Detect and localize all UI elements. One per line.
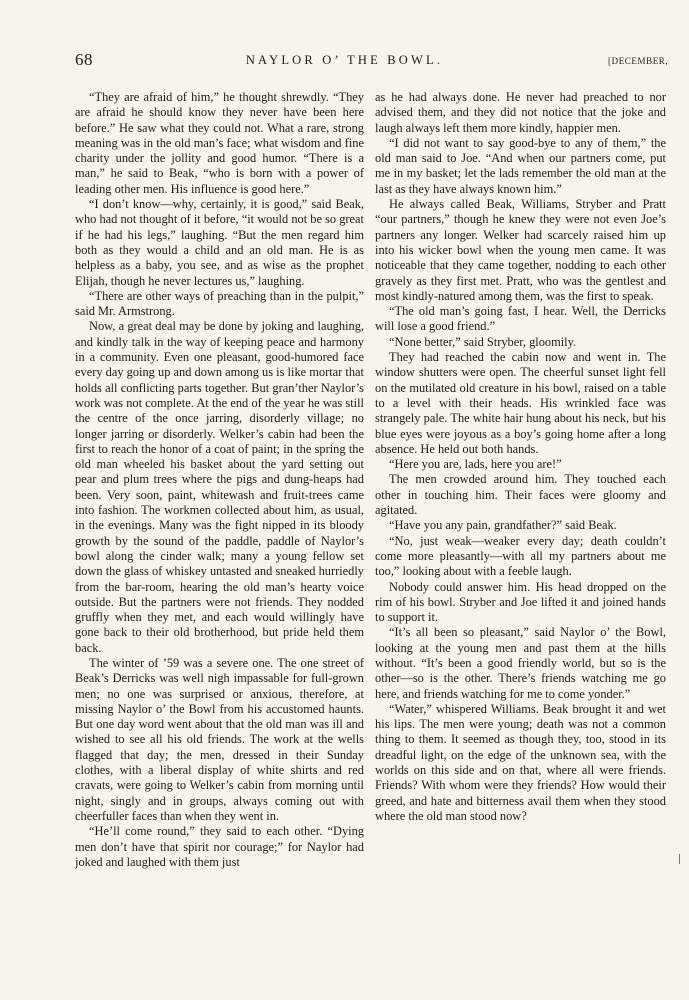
paragraph: “None better,” said Stryber, gloomily. <box>389 334 577 349</box>
paragraph: He always called Beak, Williams, Stryber and Pratt “our partners,” though he knew they were not even Joe’s partners any longer. Welker had scarcely raised him up into his wicker bowl when the young men came. It was noticeable that they came together, nodding to each other gravely as they first met. Pratt, who was the gentlest and most kindly-natured among them, was the first to speak. <box>375 197 666 303</box>
issue-month: [DECEMBER, <box>608 56 669 66</box>
right-column <box>375 90 666 824</box>
paragraph: “He’ll come round,” they said to each other. “Dying men don’t have that spirit nor courage;” for Naylor had joked and laughed with them just <box>75 824 364 869</box>
paragraph: “The old man’s going fast, I hear. Well, the Derricks will lose a good friend.” <box>375 304 666 334</box>
paragraph: “Have you any pain, grandfather?” said Beak. <box>389 518 617 533</box>
paragraph: “They are afraid of him,” he thought shrewdly. “They are afraid he should know they never have been here before.” He saw what they could not. What a rare, strong meaning was in the old man’s face; what wisdom and fine charity under the jollity and good humor. “There is a man,” he said to Beak, “who is born with a power of leading other men. His influence is good here.” <box>75 90 364 196</box>
running-title: NAYLOR O’ THE BOWL. <box>245 53 444 67</box>
paragraph: “There are other ways of preaching than in the pulpit,” said Mr. Armstrong. <box>75 288 364 319</box>
paragraph: They had reached the cabin now and went in. The window shutters were open. The cheerful sunset light fell on the mutilated old creature in his bowl, raised on a table to a level with their heads. His wrinkled face was strangely pale. The white hair hung about his neck, but his blue eyes were joyous as a boy’s going home after a long absence. He held out both hands. <box>375 350 666 456</box>
left-column <box>75 90 364 870</box>
paragraph: Nobody could answer him. His head dropped on the rim of his bowl. Stryber and Joe lifted it and joined hands to support it. <box>375 579 666 625</box>
paragraph: “I don’t know—why, certainly, it is good,” said Beak, who had not thought of it before, “it would not be so great if he had his legs,” laughing. “But the men regard him both as they would a child and an old man. He is as helpless as a baby, you see, and as wise as the prophet Elijah, though he never lectures us,” laughing. <box>75 197 364 288</box>
paragraph: “No, just weak—weaker every day; death couldn’t come more pleasantly—with all my partners about me too,” looking about with a feeble laugh. <box>375 533 666 579</box>
paragraph: “Water,” whispered Williams. Beak brought it and wet his lips. The men were young; death was not a common thing to them. It seemed as though they, too, stood in its dreadful light, on the edge of the unknown sea, with the worlds on this side and on that, where all were friends. Friends? With whom were they friends? How would their greed, and hate and bitterness avail them when they stood where the old man stood now? <box>375 701 666 823</box>
page-number: 68 <box>75 50 93 69</box>
paragraph: “It’s all been so pleasant,” said Naylor o’ the Bowl, looking at the young men and past them at the hills without. “It’s been a good friendly world, but so is the other—so is the other. There’s friends watching me go here, and friends watching for me to come yonder.” <box>375 625 666 701</box>
paragraph: The men crowded around him. They touched each other in touching him. Their faces were gloomy and agitated. <box>375 472 666 518</box>
margin-mark <box>679 854 680 864</box>
paragraph: The winter of ’59 was a severe one. The one street of Beak’s Derricks was well nigh impassable for full-grown men; no one was surprised or anxious, therefore, at missing Naylor o’ the Bowl from his accustomed haunts. But one day word went about that the old man was ill and wished to see all his old friends. The work at the wells flagged that day; the men, dressed in their Sunday clothes, with a liberal display of white shirts and red cravats, were going to Welker’s cabin from morning until night, singly and in groups, always coming out with cheerfuller faces than when they went in. <box>75 655 364 823</box>
paragraph-continued: as he had always done. He never had preached to nor advised them, and they did not notice that the joke and laugh always left them more kindly, happier men. <box>375 90 666 135</box>
paragraph: Now, a great deal may be done by joking and laughing, and kindly talk in the way of keeping peace and harmony in a community. Even one pleasant, good-humored face every day going up and down among us is like mortar that holds all conflicting parts together. But gran’ther Naylor’s work was not complete. At the end of the year he was still the centre of the once jarring, disorderly village; no longer jarring or disorderly. Welker’s cabin had been the first to reach the honor of a coat of paint; in the spring the old man wheeled his basket about the yard setting out pear and plum trees where the pigs and dung-heaps had been. Very soon, paint, whitewash and fruit-trees came into fashion. The workmen collected about him, as usual, in the evenings. Many was the fight nipped in its bloody growth by the sound of the paddle, paddle of Naylor’s bowl along the cinder walk; many a young fellow set down the glass of whiskey untasted and sneaked hurriedly from the bar-room, hearing the old man’s hearty voice outside. But the partners were not friends. They nodded gruffly when they met, and each would willingly have gone back to their old brotherhood, but pride held them back. <box>75 319 364 655</box>
paragraph: “I did not want to say good-bye to any of them,” the old man said to Joe. “And when our partners come, put me in my basket; let the lads remember the old man at the last as they have always known him.” <box>375 135 666 196</box>
paragraph: “Here you are, lads, here you are!” <box>389 457 562 472</box>
